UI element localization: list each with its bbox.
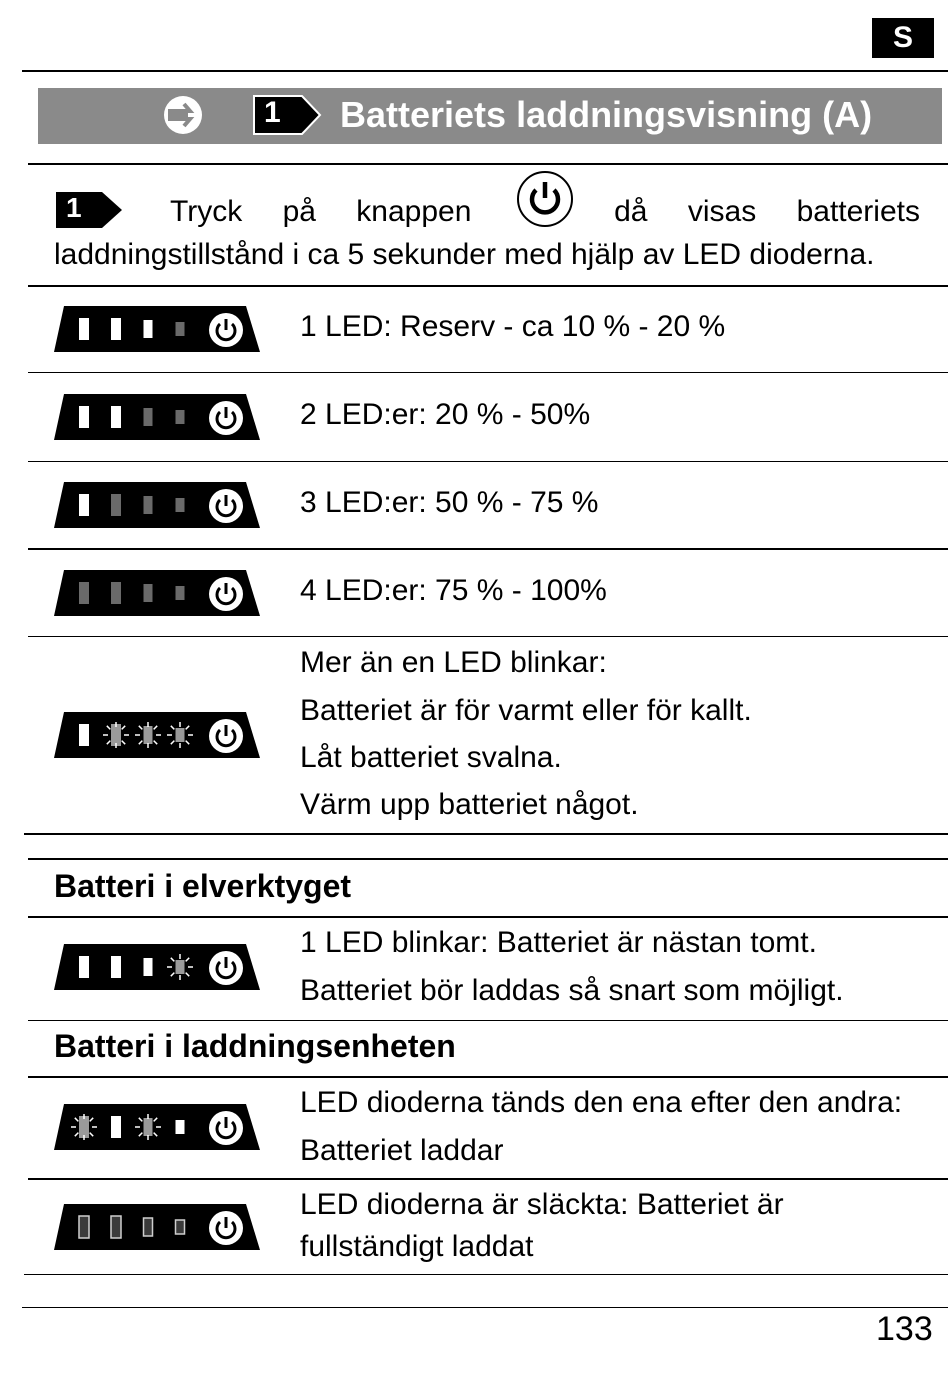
battery-charging-icon [54,1100,264,1156]
led-dim [144,584,153,602]
step-badge [252,92,324,138]
language-badge: S [872,18,934,58]
led-on [111,318,121,340]
led-dim [111,582,121,604]
intro-word: då [614,195,648,228]
led-blink [167,722,193,748]
step-number: 1 [66,192,82,223]
intro-word: på [282,195,316,228]
led-on [144,958,153,976]
led-dim [111,494,121,516]
battery-2-led-icon [54,390,264,446]
divider [28,636,948,637]
led-off [79,1216,89,1238]
battery-indicator [54,302,264,358]
battery-indicator [54,390,264,446]
battery-indicator [54,940,264,996]
led-dim [176,586,185,600]
battery-1-led-icon [54,302,264,358]
led-on [79,318,89,340]
divider [28,1076,948,1078]
intro-word: Tryck [170,195,243,228]
section-heading-tool: Batteri i elverktyget [54,868,352,904]
battery-indicator [54,1200,264,1256]
led-off [111,1216,121,1238]
page-title: Batteriets laddningsvisning (A) [340,94,873,135]
battery-full-icon [54,1200,264,1256]
led-blink [135,722,161,748]
power-icon [209,1211,243,1245]
led-off [144,1218,153,1236]
step-number: 1 [264,96,281,129]
power-icon [209,489,243,523]
battery-indicator [54,1100,264,1156]
power-icon [209,1111,243,1145]
battery-4-led-icon [54,566,264,622]
led-dim [144,408,153,426]
divider [28,916,948,918]
power-icon [209,577,243,611]
led-row-text: 4 LED:er: 75 % - 100% [300,574,607,607]
led-dim [144,496,153,514]
blink-line: Låt batteriet svalna. [300,741,562,774]
led-blink [103,722,129,748]
page-number: 133 [876,1310,933,1348]
led-row-text: 3 LED:er: 50 % - 75 % [300,486,599,519]
led-on [111,406,121,428]
divider [28,1178,948,1180]
step-arrow-icon [252,92,324,138]
arrow-right-icon [160,92,210,138]
divider [28,548,948,550]
divider [24,833,948,835]
led-on [79,494,89,516]
led-on [111,956,121,978]
intro-line2: laddningstillstånd i ca 5 sekunder med hjälp av LED dioderna. [54,238,875,271]
intro-word: knappen [356,195,472,228]
divider [28,461,948,462]
led-on [144,320,153,338]
power-icon [209,719,243,753]
led-on [79,406,89,428]
footer-divider [22,1307,948,1308]
led-row-text: 2 LED:er: 20 % - 50% [300,398,591,431]
divider [28,1020,948,1021]
battery-blink-icon [54,708,264,764]
led-dim [176,410,185,424]
led-off [176,1220,185,1234]
intro-word: batteriets [796,195,920,228]
intro-word: visas [687,195,757,228]
section-heading-charger: Batteri i laddningsenheten [54,1028,456,1064]
divider [28,858,948,860]
led-blink [167,954,193,980]
charger-line: Batteriet laddar [300,1134,504,1167]
battery-tool-icon [54,940,264,996]
led-on [111,1116,121,1138]
tool-line: Batteriet bör laddas så snart som möjligt. [300,974,844,1007]
battery-indicator [54,708,264,764]
battery-3-led-icon [54,478,264,534]
led-on [79,956,89,978]
led-dim [176,322,185,336]
charger-line: fullständigt laddat [300,1230,534,1263]
charger-line: LED dioderna tänds den ena efter den andra: [300,1086,903,1119]
power-icon [209,313,243,347]
led-row-text: 1 LED: Reserv - ca 10 % - 20 % [300,310,726,343]
divider [24,1274,948,1275]
led-blink [135,1114,161,1140]
divider [28,285,948,287]
blink-line: Värm upp batteriet något. [300,788,639,821]
divider [28,163,948,165]
tool-line: 1 LED blinkar: Batteriet är nästan tomt. [300,926,817,959]
led-dim [176,498,185,512]
led-on [79,724,89,746]
led-on [176,1120,185,1134]
led-blink [71,1114,97,1140]
divider [28,372,948,373]
blink-line: Batteriet är för varmt eller för kallt. [300,694,752,727]
power-icon [209,401,243,435]
charger-line: LED dioderna är släckta: Batteriet är [300,1188,784,1221]
battery-indicator [54,478,264,534]
intro-step-badge [56,190,124,230]
led-dim [79,582,89,604]
blink-line: Mer än en LED blinkar: [300,646,607,679]
header-divider [22,70,948,72]
power-icon [209,951,243,985]
power-button-icon [516,170,574,228]
battery-indicator [54,566,264,622]
